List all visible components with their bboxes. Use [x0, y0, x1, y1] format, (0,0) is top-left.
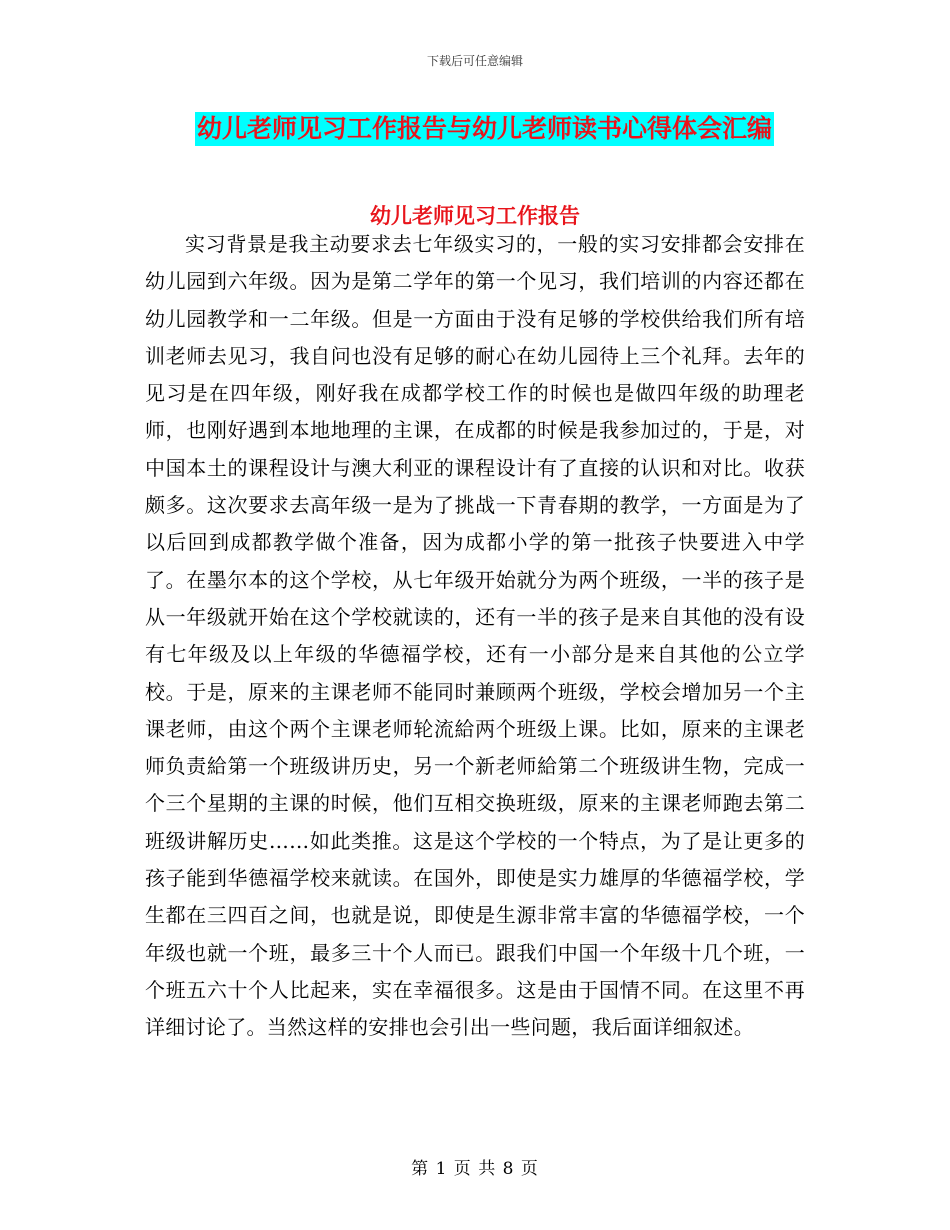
section-title: 幼儿老师见习工作报告 [370, 203, 580, 228]
page-header: 下载后可任意编辑 [426, 54, 523, 68]
body-paragraph: 实习背景是我主动要求去七年级实习的，一般的实习安排都会安排在幼儿园到六年级。因为是第二学年的第一个见习，我们培训的内容还都在幼儿园教学和一二年级。但是一方面由于没有足够的学校供给我们所有培训老师去见习，我自问也没有足够的耐心在幼儿园待上三个礼拜。去年的见习是在四年级，刚好我在成都学校工作的时候也是做四年级的助理老师，也刚好遇到本地地理的主课，在成都的时候是我参加过的，于是，对中国本土的课程设计与澳大利亚的课程设计有了直接的认识和对比。收获颇多。这次要求去高年级一是为了挑战一下青春期的教学，一方面是为了以后回到成都教学做个准备，因为成都小学的第一批孩子快要进入中学了。在墨尔本的这个学校，从七年级开始就分为两个班级，一半的孩子是从一年级就开始在这个学校就读的，还有一半的孩子是来自其他的没有设有七年级及以上年级的华德福学校，还有一小部分是来自其他的公立学校。于是，原来的主课老师不能同时兼顾两个班级，学校会增加另一个主课老师，由这个两个主课老师轮流給两个班级上课。比如，原来的主课老师负责給第一个班级讲历史，另一个新老师給第二个班级讲生物，完成一个三个星期的主课的时候，他们互相交换班级，原来的主课老师跑去第二班级讲解历史……如此类推。这是这个学校的一个特点，为了是让更多的孩子能到华德福学校来就读。在国外，即使是实力雄厚的华德福学校，学生都在三四百之间，也就是说，即使是生源非常丰富的华德福学校，一个年级也就一个班，最多三十个人而已。跟我们中国一个年级十几个班，一个班五六十个人比起来，实在幸福很多。这是由于国情不同。在这里不再详细讨论了。当然这样的安排也会引出一些问题，我后面详细叙述。 [145, 232, 805, 1040]
page-number-footer: 第 1 页 共 8 页 [411, 1159, 539, 1179]
document-title: 幼儿老师见习工作报告与幼儿老师读书心得体会汇编 [195, 112, 774, 146]
